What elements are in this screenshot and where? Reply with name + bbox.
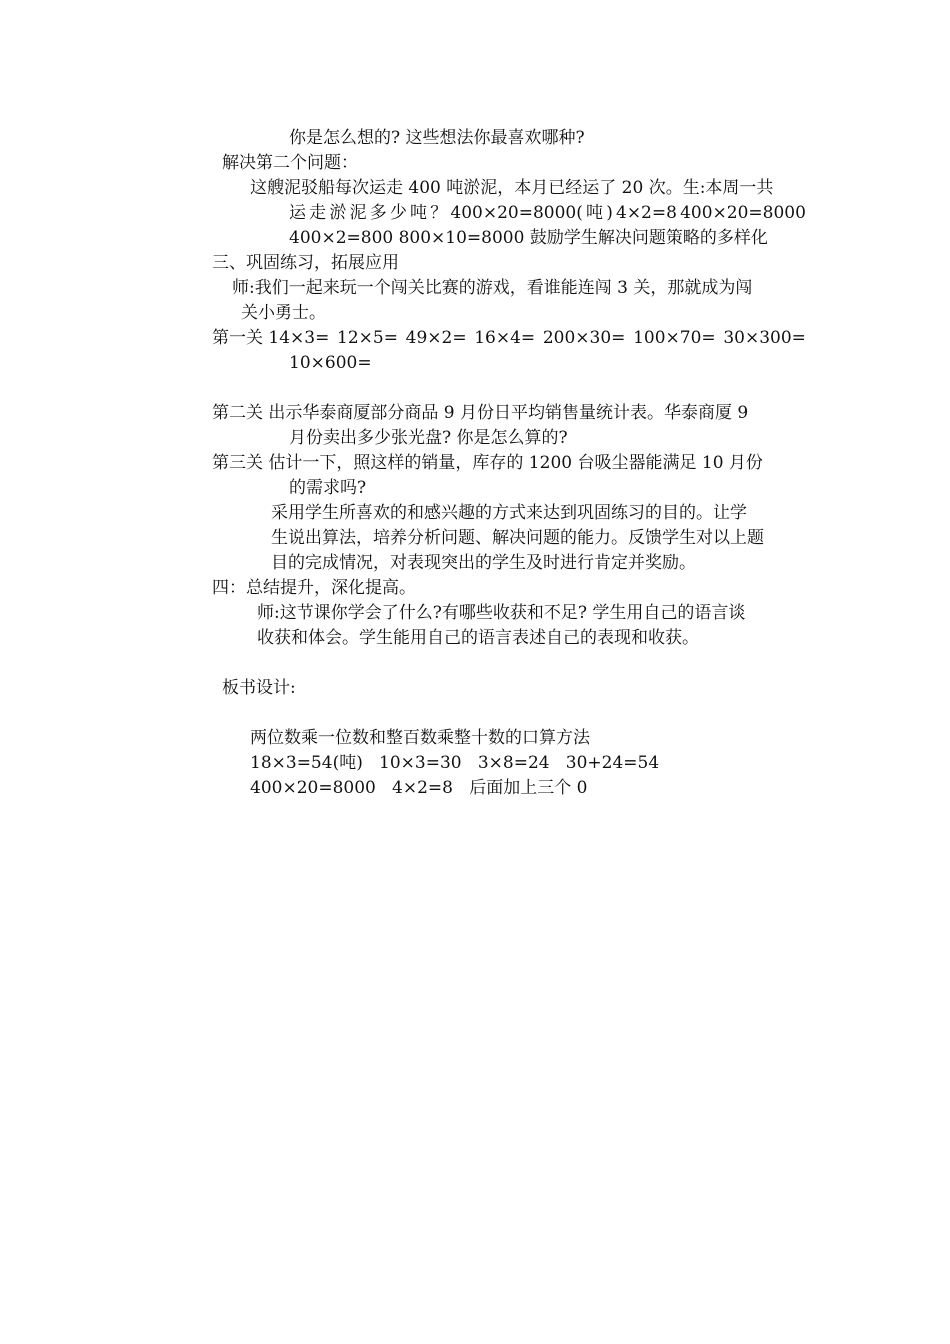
exercise-item: 100×70= [633, 328, 716, 348]
text-fragment: 运 [289, 203, 306, 223]
exercise-item: 10×600= [289, 353, 372, 373]
board-design-line: 400×20=8000 4×2=8 后面加上三个 0 [250, 778, 588, 798]
paragraph-line: 目的完成情况，对表现突出的学生及时进行肯定并奖励。 [271, 553, 696, 573]
text-fragment: ？ [430, 203, 448, 223]
exercise-item: 12×5= [337, 328, 398, 348]
paragraph-line: 师:这节课你学会了什么?有哪些收获和不足? 学生用自己的语言谈 [257, 603, 746, 623]
paragraph-line: 师:我们一起来玩一个闯关比赛的游戏，看谁能连闯 3 关，那就成为闯 [232, 278, 753, 298]
text-fragment: 400×20=8000( [450, 203, 583, 223]
board-design-title: 两位数乘一位数和整百数乘整十数的口算方法 [250, 728, 590, 748]
justified-paragraph-line [289, 201, 806, 225]
paragraph-line: 的需求吗? [289, 478, 367, 498]
exercise-item: 16×4= [474, 328, 536, 348]
paragraph-line: 采用学生所喜欢的和感兴趣的方式来达到巩固练习的目的。让学 [271, 503, 747, 523]
paragraph-line: 这艘泥驳船每次运走 400 吨淤泥，本月已经运了 20 次。生:本周一共 [250, 178, 774, 198]
question-line: 你是怎么想的? 这些想法你最喜欢哪种? [289, 128, 585, 148]
text-fragment: 走 [309, 203, 327, 223]
paragraph-line: 收获和体会。学生能用自己的语言表述自己的表现和收获。 [257, 628, 699, 648]
board-design-line: 18×3=54(吨) 10×3=30 3×8=24 30+24=54 [250, 753, 660, 773]
text-fragment: 泥 [349, 203, 367, 223]
exercise-item: 30×300= [723, 328, 806, 348]
text-fragment: 多 [369, 203, 387, 223]
text-fragment: 400×20=8000 [680, 203, 806, 223]
board-design-heading: 板书设计: [222, 678, 296, 698]
paragraph-line: 关小勇士。 [241, 303, 326, 323]
level-one-exercises [212, 326, 806, 350]
paragraph-line: 400×2=800 800×10=8000 鼓励学生解决问题策略的多样化 [289, 228, 768, 248]
section-heading-practice: 三、巩固练习，拓展应用 [212, 253, 399, 273]
text-fragment: 少 [389, 203, 407, 223]
paragraph-line: 月份卖出多少张光盘? 你是怎么算的? [289, 428, 568, 448]
text-fragment: 淤 [329, 203, 347, 223]
exercise-item: 49×2= [405, 328, 467, 348]
level-two-line: 第二关 出示华泰商厦部分商品 9 月份日平均销售量统计表。华泰商厦 9 [212, 403, 749, 423]
paragraph-line: 生说出算法，培养分析问题、解决问题的能力。反馈学生对以上题 [271, 528, 764, 548]
text-fragment: 吨 [586, 203, 604, 223]
exercise-item: 第一关 14×3= [212, 328, 330, 348]
section-heading-summary: 四：总结提升，深化提高。 [212, 578, 416, 598]
text-fragment: 4×2=8 [616, 203, 677, 223]
exercise-item: 200×30= [542, 328, 626, 348]
level-three-line: 第三关 估计一下，照这样的销量，库存的 1200 台吸尘器能满足 10 月份 [212, 453, 763, 473]
text-fragment: 吨 [410, 203, 428, 223]
text-fragment: ) [606, 203, 613, 223]
section-heading-second-problem: 解决第二个问题： [222, 153, 358, 173]
